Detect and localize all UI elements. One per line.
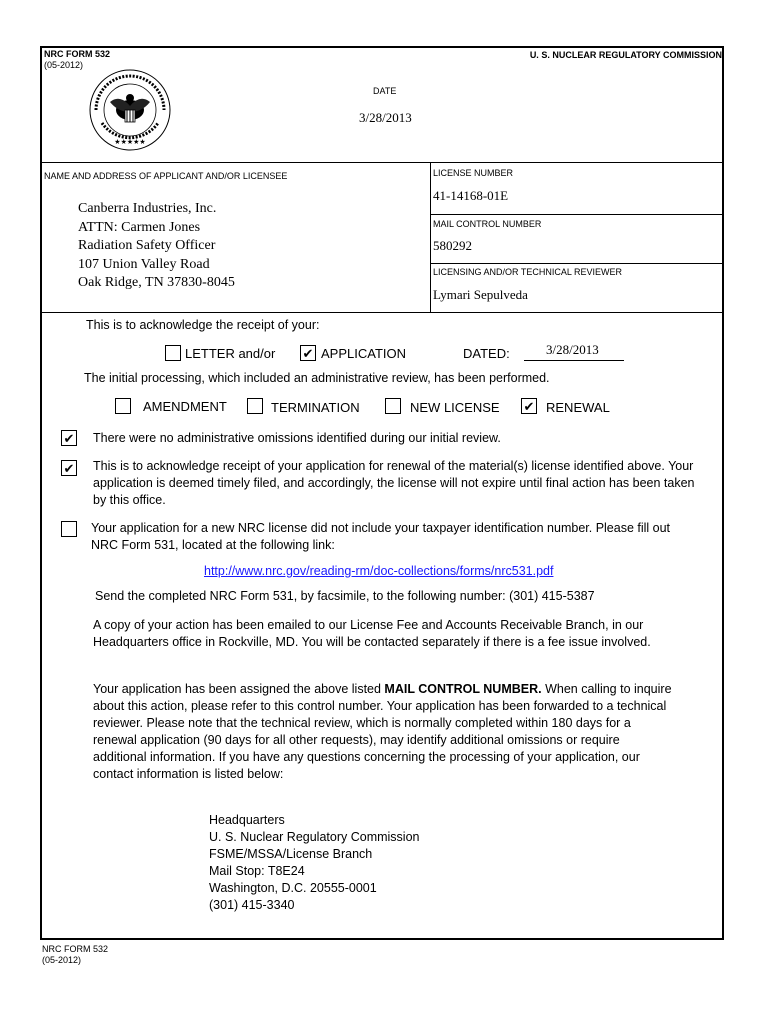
form-title: NRC FORM 532 [44, 49, 111, 59]
dated-underline [524, 360, 624, 361]
license-number-label: LICENSE NUMBER [433, 168, 514, 178]
contact-line: Mail Stop: T8E24 [209, 864, 305, 878]
renewal-checkbox[interactable] [521, 398, 537, 414]
fax-instruction: Send the completed NRC Form 531, by facsimile, to the following number: (301) 415-5387 [95, 589, 595, 603]
license-number-rule [430, 214, 724, 215]
application-checkbox[interactable] [300, 345, 316, 361]
receipt-intro: This is to acknowledge the receipt of your: [86, 318, 320, 332]
renewal-ack-text: This is to acknowledge receipt of your application for renewal of the material(s) license identified above. Your application is deemed timely filed, and accordingly, the license will not expire until final action has been taken by this office. [93, 459, 695, 507]
termination-label: TERMINATION [271, 400, 360, 415]
contact-line: U. S. Nuclear Regulatory Commission [209, 830, 420, 844]
no-omissions-checkbox[interactable] [61, 430, 77, 446]
mail-control-rule [430, 263, 724, 264]
copy-notice: A copy of your action has been emailed to our License Fee and Accounts Receivable Branch, in our Headquarters office in Rockville, MD. You will be contacted separately if there is a fee issue involved. [93, 618, 651, 649]
applicant-address [78, 200, 235, 293]
license-number-value: 41-14168-01E [433, 188, 509, 203]
contact-line: Washington, D.C. 20555-0001 [209, 881, 377, 895]
mail-control-emphasis: MAIL CONTROL NUMBER. [384, 682, 542, 696]
new-license-label: NEW LICENSE [410, 400, 500, 415]
reviewer-value: Lymari Sepulveda [433, 287, 528, 302]
svg-text:★★★★★: ★★★★★ [114, 138, 146, 146]
renewal-ack-checkbox[interactable] [61, 460, 77, 476]
amendment-checkbox[interactable] [115, 398, 131, 414]
applicant-label: NAME AND ADDRESS OF APPLICANT AND/OR LICENSEE [44, 171, 288, 181]
info-grid-divider [430, 162, 431, 312]
renewal-label: RENEWAL [546, 400, 610, 415]
form-revision-date: (05-2012) [44, 60, 84, 70]
contact-line: FSME/MSSA/License Branch [209, 847, 373, 861]
date-value: 3/28/2013 [359, 110, 412, 125]
assigned-paragraph [93, 681, 673, 783]
applicant-line: Radiation Safety Officer [78, 238, 216, 253]
reviewer-label: LICENSING AND/OR TECHNICAL REVIEWER [433, 267, 623, 277]
assigned-text-post: When calling to inquire about this action, please refer to this control number. Your application has been forwarded to a technical reviewer. Please note that the technical review, which is normally completed within 180 days for a renewal application (90 days for all other requests), may identify additional omissions or require additional information. If you have any questions concerning the processing of your application, our contact information is listed below: [93, 682, 672, 781]
amendment-label: AMENDMENT [143, 399, 227, 414]
contact-block [209, 812, 420, 914]
applicant-line: 107 Union Valley Road [78, 256, 210, 272]
applicant-line: Canberra Industries, Inc. [78, 201, 217, 216]
application-label: APPLICATION [321, 346, 407, 361]
new-license-checkbox[interactable] [385, 398, 401, 414]
applicant-line: Oak Ridge, TN 37830-8045 [78, 275, 235, 290]
taxpayer-checkbox[interactable] [61, 521, 77, 537]
date-label: DATE [373, 86, 397, 96]
dated-label: DATED: [463, 346, 510, 361]
info-grid-top-rule [40, 162, 724, 163]
mail-control-value: 580292 [433, 238, 472, 253]
footer-form-title: NRC FORM 532 [42, 944, 109, 954]
taxpayer-text: Your application for a new NRC license did not include your taxpayer identification number. Please fill out NRC Form 531, located at the following link: [91, 521, 671, 552]
no-omissions-text: There were no administrative omissions identified during our initial review. [93, 431, 501, 445]
agency-name: U. S. NUCLEAR REGULATORY COMMISSION [529, 50, 722, 60]
letter-checkbox[interactable] [165, 345, 181, 361]
nrc-seal-icon [88, 68, 172, 152]
dated-value: 3/28/2013 [546, 342, 599, 357]
processing-statement: The initial processing, which included an administrative review, has been performed. [84, 371, 550, 385]
contact-line: Headquarters [209, 813, 285, 827]
footer-form-date: (05-2012) [42, 955, 82, 965]
info-grid-bottom-rule [40, 312, 724, 313]
contact-line: (301) 415-3340 [209, 898, 295, 912]
mail-control-label: MAIL CONTROL NUMBER [433, 219, 542, 229]
assigned-text-pre: Your application has been assigned the above listed [93, 682, 385, 696]
form-531-link[interactable]: http://www.nrc.gov/reading-rm/doc-collections/forms/nrc531.pdf [204, 564, 554, 578]
applicant-line: ATTN: Carmen Jones [78, 219, 201, 235]
letter-label: LETTER and/or [185, 346, 276, 361]
termination-checkbox[interactable] [247, 398, 263, 414]
